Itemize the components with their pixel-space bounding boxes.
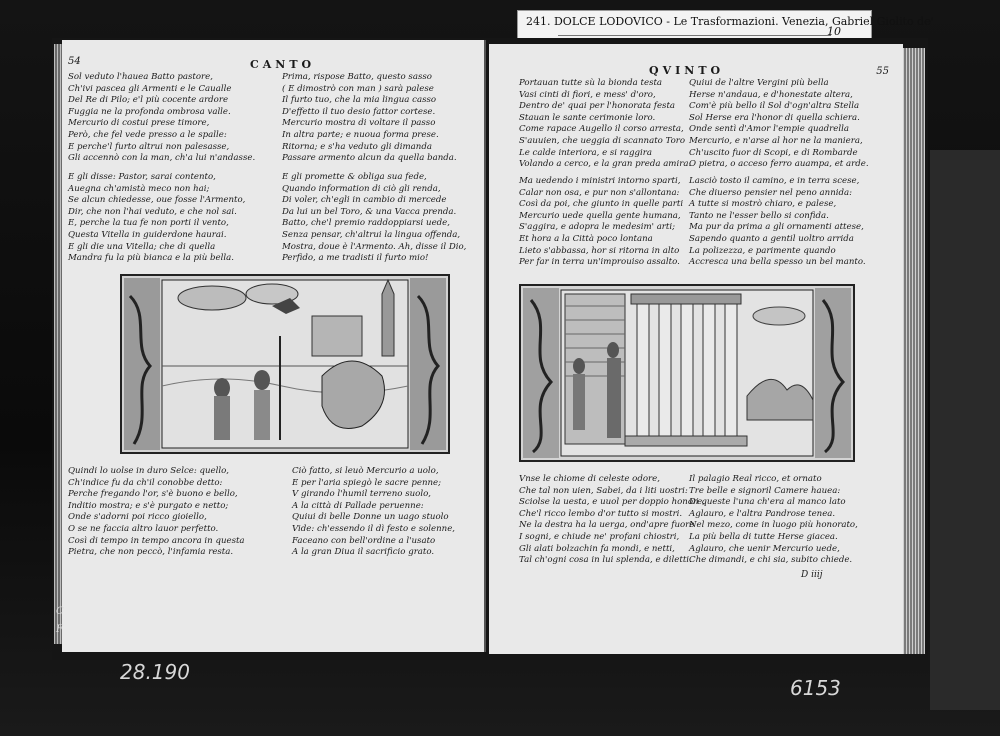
verse-line: A la gran Diua il sacrificio grato. xyxy=(292,547,435,558)
verse-line: Ma uedendo i ministri intorno sparti, xyxy=(519,176,681,186)
right-page-number: 55 xyxy=(876,66,889,77)
dark-support-block xyxy=(930,150,1000,710)
left-col2-bottom-stanza xyxy=(292,466,455,559)
verse-line: Ch'ivi pascea gli Armenti e le Caualle xyxy=(68,83,232,94)
verse-line: Mandra fu la più bianca e la più bella. xyxy=(68,253,234,264)
verse-line: Onde sentì d'Amor l'empie quadrella xyxy=(689,124,849,135)
verse-line: Il furto tuo, che la mia lingua casso xyxy=(282,95,437,106)
verse-line: Portauan tutte sù la bionda testa xyxy=(519,78,663,88)
verse-line: Di queste l'una ch'era al manco lato xyxy=(689,497,846,508)
verse-line: Senza pensar, ch'altrui la lingua offenda, xyxy=(282,229,461,240)
verse-line: Nel mezo, come in luogo più honorato, xyxy=(689,520,858,531)
verse-line: Ne la destra ha la uerga, ond'apre fuore xyxy=(519,520,695,531)
verse-line: Calar non osa, e pur non s'allontana: xyxy=(519,187,680,198)
verse-line: Mercurio mostra di voltare il passo xyxy=(282,118,436,129)
signature-mark: D iiij xyxy=(801,570,823,580)
verse-line: Quiui di belle Donne un uago stuolo xyxy=(292,512,449,523)
verse-line: La più bella di tutte Herse giacea. xyxy=(689,531,838,542)
verse-line: Gli accennò con la man, ch'a lui n'andasse. xyxy=(68,153,256,164)
verse-line: ( E dimostrò con man ) sarà palese xyxy=(282,83,434,94)
verse-line: Vide: ch'essendo il dì festo e solenne, xyxy=(292,523,456,534)
verse-line: A tutte si mostrò chiaro, e palese, xyxy=(689,199,837,210)
verse-line: I sogni, e chiude ne' profani chiostri, xyxy=(519,531,680,542)
verse-line: Il palagio Real ricco, et ornato xyxy=(689,474,822,484)
verse-line: Onde s'adorni poi ricco gioiello, xyxy=(68,512,207,523)
verse-line: Lieto s'abbassa, hor si ritorna in alto xyxy=(519,245,680,256)
verse-line: Herse n'andaua, e d'honestate altera, xyxy=(689,89,853,100)
right-page-edges xyxy=(903,48,925,654)
verse-line: D'effetto il tuo desio fattor cortese. xyxy=(282,106,436,117)
verse-line: Di voler, ch'egli in cambio di mercede xyxy=(282,195,447,206)
catalog-label-rule xyxy=(558,35,831,36)
verse-line: La polizezza, e parimente quando xyxy=(689,245,836,256)
right-col1-top-stanza xyxy=(519,78,691,171)
verse-line: Pietra, che non peccò, l'infamia resta. xyxy=(68,547,234,558)
verse-line: E per l'aria spiegò le sacre penne; xyxy=(292,477,442,488)
verse-line: Stauan le sante cerimonie loro. xyxy=(519,112,656,123)
verse-line: Che diuerso pensier nel peno annida: xyxy=(689,187,853,198)
verse-line: Così da poi, che giunto in quelle parti xyxy=(519,199,684,210)
verse-line: Però, che fel vede presso a le spalle: xyxy=(68,129,227,140)
verse-line: Et hora a la Città poco lontana xyxy=(519,233,653,244)
catalog-label xyxy=(517,10,934,40)
woodcut-mercury-battus xyxy=(120,274,450,454)
right-page xyxy=(489,44,903,654)
verse-line: In altra parte; e nuoua forma prese. xyxy=(282,129,439,140)
verse-line: Perche fregando l'or, s'è buono e bello, xyxy=(68,489,238,500)
verse-line: Batto, che'l premio raddoppiarsi uede, xyxy=(282,218,450,229)
verse-line: Del Re di Pilo; e'l più cocente ardore xyxy=(68,95,229,106)
verse-line: Mercurio uede quella gente humana, xyxy=(519,210,681,221)
verse-line: Faceano con bell'ordine a l'usato xyxy=(292,535,436,546)
verse-line: Aglauro, che uenir Mercurio uede, xyxy=(689,543,840,554)
left-col2-top-stanza xyxy=(282,72,457,165)
verse-line: Lasciò tosto il camino, e in terra scese, xyxy=(689,176,860,186)
verse-line: E perche'l furto altrui non palesasse, xyxy=(68,141,230,152)
right-col1-bottom-stanza xyxy=(519,474,705,567)
verse-line: Che dimandi, e chi sia, subito chiede. xyxy=(689,555,853,566)
verse-line: S'aggira, e adopra le medesim' arti; xyxy=(519,222,676,233)
verse-line: Così di tempo in tempo ancora in questa xyxy=(68,535,245,546)
left-col2-mid-stanza xyxy=(282,172,466,265)
verse-line: Auegna ch'amistà meco non hai; xyxy=(68,183,210,194)
catalog-label-number: 10 xyxy=(827,25,841,38)
verse-line: Passare armento alcun da quella banda. xyxy=(282,153,457,164)
stamp-right: 6153 xyxy=(790,676,841,700)
verse-line: O pietra, o acceso ferro auampa, et arde. xyxy=(689,159,869,170)
verse-line: A la città di Pallade peruenne: xyxy=(292,500,424,511)
verse-line: S'auuien, che ueggia di scannato Toro xyxy=(519,135,686,146)
woodcut-palace-colonnade xyxy=(519,284,855,462)
right-page-header: QVINTO xyxy=(649,64,725,77)
verse-line: Mercurio, e n'arse al hor ne la maniera, xyxy=(689,135,863,146)
verse-line: Quiui de l'altre Vergini più bella xyxy=(689,78,829,88)
verse-line: Dir, che non l'hai veduto, e che nol sai. xyxy=(68,206,237,217)
verse-line: Aglauro, e l'altra Pandrose tenea. xyxy=(689,508,836,519)
verse-line: E gli promette & obliga sua fede, xyxy=(282,172,427,182)
verse-line: Che'l ricco lembo d'or tutto si mostri. xyxy=(519,508,683,519)
verse-line: Quindi lo uolse in duro Selce: quello, xyxy=(68,466,230,476)
verse-line: Ciò fatto, si leuò Mercurio a uolo, xyxy=(292,466,439,476)
woodcut-mercury-battus-art xyxy=(122,276,448,452)
stamp-left: 28.190 xyxy=(120,660,190,684)
verse-line: Sol Herse era l'honor di quella schiera. xyxy=(689,112,860,123)
verse-line: Tal ch'ogni cosa in lui splenda, e diletti. xyxy=(519,555,692,566)
left-col1-mid-stanza xyxy=(68,172,245,265)
verse-line: Quando information di ciò gli renda, xyxy=(282,183,441,194)
right-col2-mid-stanza xyxy=(689,176,866,269)
verse-line: Com'è più bello il Sol d'ogn'altra Stella xyxy=(689,101,860,112)
verse-line: Che tal non uien, Sabei, da i liti uostri: xyxy=(519,485,688,496)
verse-line: Se alcun chiedesse, oue fosse l'Armento, xyxy=(68,195,246,206)
verse-line: Dentro de' quai per l'honorata festa xyxy=(519,101,676,112)
verse-line: E gli disse: Pastor, sarai contento, xyxy=(68,172,216,182)
verse-line: Per far in terra un'improuiso assalto. xyxy=(519,257,680,268)
left-col1-top-stanza xyxy=(68,72,255,165)
verse-line: O se ne faccia altro lauor perfetto. xyxy=(68,523,219,534)
right-col2-top-stanza xyxy=(689,78,869,171)
catalog-label-text: 241. DOLCE LODOVICO - Le Trasformazioni. Venezia, Gabriel Giolito de' xyxy=(526,15,934,28)
margin-mark-top: C xyxy=(56,606,64,617)
left-col1-bottom-stanza xyxy=(68,466,245,559)
verse-line: Da lui un bel Toro, & una Vacca prenda. xyxy=(282,206,457,217)
woodcut-palace-colonnade-art xyxy=(521,286,853,460)
verse-line: Vasi cinti di fiori, e mess' d'oro, xyxy=(519,89,656,100)
right-col2-bottom-stanza xyxy=(689,474,858,567)
left-page xyxy=(62,40,486,652)
verse-line: E, perche la tua fe non porti il vento, xyxy=(68,218,229,229)
verse-line: Volando a cerco, e la gran preda amira. xyxy=(519,159,692,170)
verse-line: Ma pur da prima a gli ornamenti attese, xyxy=(689,222,864,233)
verse-line: Tanto ne l'esser bello si confida. xyxy=(689,210,829,221)
right-col1-mid-stanza xyxy=(519,176,683,269)
verse-line: Inditio mostra; e s'è purgato e netto; xyxy=(68,500,229,511)
left-page-number: 54 xyxy=(68,56,81,67)
verse-line: Come rapace Augello il corso arresta, xyxy=(519,124,684,135)
verse-line: Le calde interiora, e si raggira xyxy=(519,147,652,158)
verse-line: Questa Vitella in guiderdone haurai. xyxy=(68,229,227,240)
verse-line: Mostra, doue è l'Armento. Ah, disse il Dio, xyxy=(282,241,467,252)
verse-line: Fuggia ne la profonda ombrosa valle. xyxy=(68,106,231,117)
verse-line: Mercurio di costui prese timore, xyxy=(68,118,210,129)
verse-line: V girando l'humil terreno suolo, xyxy=(292,489,431,500)
verse-line: Vnse le chiome di celeste odore, xyxy=(519,474,660,484)
verse-line: Ch'uscito fuor di Scopi, e di Rombarde xyxy=(689,147,858,158)
verse-line: Prima, rispose Batto, questo sasso xyxy=(282,72,432,82)
verse-line: Ritorna; e s'ha veduto gli dimanda xyxy=(282,141,432,152)
verse-line: Sciolse la uesta, e uuol per doppio honore, xyxy=(519,497,705,508)
verse-line: E gli die una Vitella; che di quella xyxy=(68,241,216,252)
verse-line: Sol veduto l'hauea Batto pastore, xyxy=(68,72,213,82)
verse-line: Accresca una bella spesso un bel manto. xyxy=(689,257,866,268)
verse-line: Ch'indice fu da ch'il conobbe detto: xyxy=(68,477,223,488)
verse-line: Gli alati bolzachin fa mondi, e netti, xyxy=(519,543,675,554)
verse-line: Perfido, a me tradisti il furto mio! xyxy=(282,253,429,264)
margin-mark-bottom: F xyxy=(56,624,63,635)
verse-line: Tre belle e signoril Camere hauea: xyxy=(689,485,841,496)
verse-line: Sapendo quanto a gentil uoltro arrida xyxy=(689,233,854,244)
left-page-header: CANTO xyxy=(250,58,316,71)
